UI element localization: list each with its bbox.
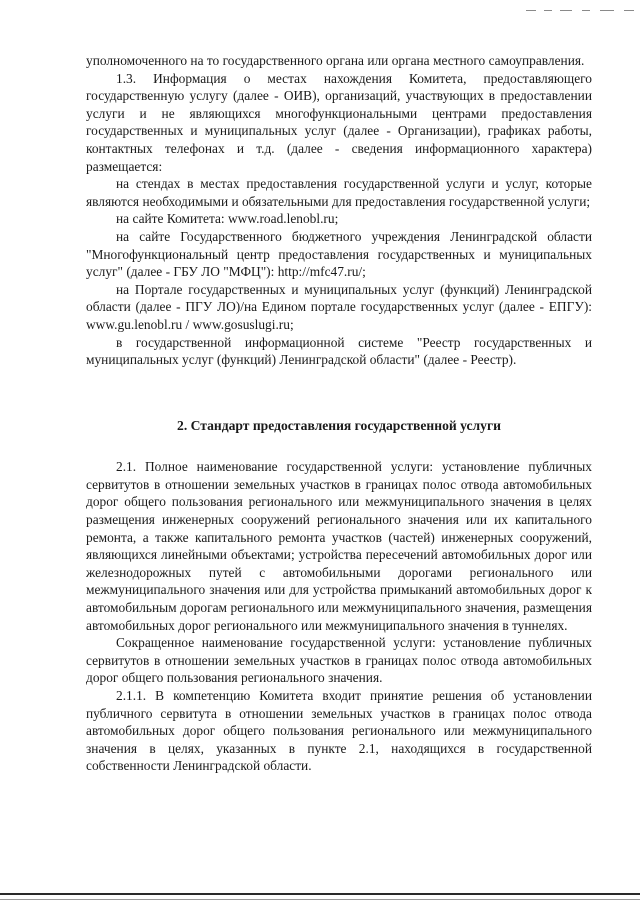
paragraph-2-1-1: 2.1.1. В компетенцию Комитета входит принятие решения об установлении публичного сервитута в отношении земельных участков в границах полос отвода автомобильных дорог общего пользования регионального или межмуниципального значения в целях, указанных в пункте 2.1, находящихся в государственной собственности Ленинградской области.	[86, 688, 592, 774]
paragraph-2-1: 2.1. Полное наименование государственной услуги: установление публичных сервитутов в отношении земельных участков в границах полос отвода автомобильных дорог общего пользования регионального или межмуниципального значения в целях размещения инженерных сооружений регионального значения или их капитального ремонта, а также капитального ремонта участков (частей) инженерных сооружений, являющихся линейными объектами; устройства пересечений автомобильных дорог или железнодорожных путей с автомобильными дорогами регионального или межмуниципального значения или для устройства примыканий автомобильных дорог к автомобильным дорогам регионального или межмуниципального значения, размещения автомобильных дорог регионального или межмуниципального значения в туннелях.	[86, 459, 592, 633]
paragraph-portal: на Портале государственных и муниципальных услуг (функций) Ленинградской области (далее - ПГУ ЛО)/на Едином портале государственных услуг (далее - ЕПГУ): www.gu.lenobl.ru / www.gosuslugi.ru;	[86, 281, 592, 332]
paragraph-continuation: уполномоченного на то государственного органа или органа местного самоуправления.	[86, 53, 585, 68]
paragraph-short-name: Сокращенное наименование государственной услуги: установление публичных сервитутов в отношении земельных участков в границах полос отвода автомобильных дорог общего пользования регионального значения.	[86, 635, 592, 686]
paragraph-committee-site: на сайте Комитета: www.road.lenobl.ru;	[116, 211, 339, 227]
scan-bottom-edge-light	[0, 899, 640, 900]
paragraph-registry: в государственной информационной системе "Реестр государственных и муниципальных услуг (функций) Ленинградской области" (далее - Реестр).	[86, 334, 592, 368]
section-title: 2. Стандарт предоставления государственной услуги	[177, 417, 501, 433]
scan-edge-marks	[520, 0, 640, 14]
scan-bottom-edge	[0, 893, 640, 895]
paragraph-mfc-site: на сайте Государственного бюджетного учреждения Ленинградской области "Многофункциональный центр предоставления государственных и муниципальных услуг" (далее - ГБУ ЛО "МФЦ"): http://mfc47.ru/;	[86, 228, 592, 280]
paragraph-stands: на стендах в местах предоставления государственной услуги и услуг, которые являются необходимыми и обязательными для предоставления государственной услуги;	[86, 176, 592, 209]
paragraph-1-3: 1.3. Информация о местах нахождения Комитета, предоставляющего государственную услугу (далее - ОИВ), организаций, участвующих в предоставлении услуги и не являющихся многофункциональными центрами предоставления государственных и муниципальных услуг (далее - Организации), графиках работы, контактных телефонах и т.д. (далее - сведения информационного характера) размещается:	[86, 70, 592, 174]
document-page	[86, 52, 592, 775]
